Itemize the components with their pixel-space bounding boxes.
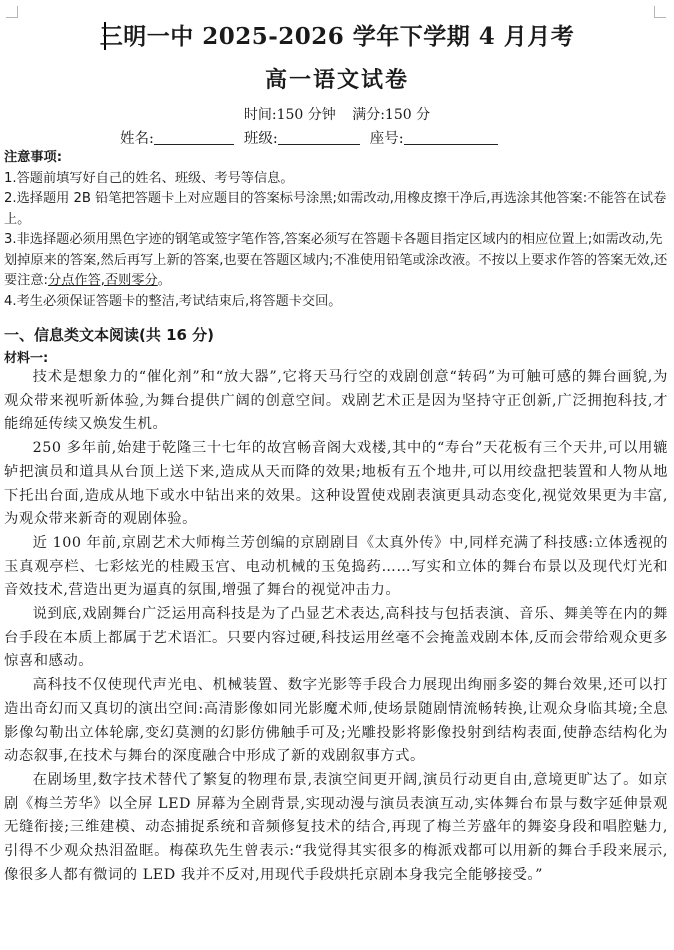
notice-block: [4, 148, 668, 312]
exam-time: 时间:150 分钟: [243, 107, 336, 123]
page-corner-mark-left: [6, 6, 18, 18]
name-blank[interactable]: [154, 131, 234, 145]
class-blank[interactable]: [278, 131, 360, 145]
exam-score: 满分:150 分: [352, 107, 431, 123]
class-label: 班级:: [243, 131, 278, 147]
notice-title: 注意事项:: [4, 150, 63, 165]
exam-meta: [0, 104, 674, 124]
passage-paragraph-1: 技术是想象力的“催化剂”和“放大器”,它将天马行空的戏剧创意“转码”为可触可感的舞台画貌,为观众带来视听新体验,为舞台提供广阔的创意空间。戏剧艺术正是因为坚持守正创新,广泛拥抱科技,才能绵延传续又焕发生机。: [4, 369, 668, 433]
section-title: 一、信息类文本阅读(共 16 分): [4, 326, 215, 344]
material-label: 材料一:: [4, 351, 49, 366]
notice-item-1: 1.答题前填写好自己的姓名、班级、考号等信息。: [4, 170, 294, 186]
notice-item-4: 4.考生必须保证答题卡的整洁,考试结束后,将答题卡交回。: [4, 293, 342, 309]
notice-item-2: 2.选择题用 2B 铅笔把答题卡上对应题目的答案标号涂黑;如需改动,用橡皮擦干净后,再选涂其他答案:不能答在试卷上。: [4, 191, 667, 227]
seat-label: 座号:: [369, 131, 404, 147]
passage-paragraph-2: 250 多年前,始建于乾隆三十七年的故宫畅音阁大戏楼,其中的“寿台”天花板有三个天井,可以用辘轳把演员和道具从台顶上送下来,造成从天而降的效果;地板有五个地井,可以用绞盘把装置和人物从地下托出台面,造成从地下或水中钻出来的效果。这种设置使戏剧表演更具动态变化,视觉效果更为丰富,为观众带来新奇的观剧体验。: [4, 440, 668, 528]
passage-paragraph-6: 在剧场里,数字技术替代了繁复的物理布景,表演空间更开阔,演员行动更自由,意境更旷达了。如京剧《梅兰芳华》以全屏 LED 屏幕为全剧背景,实现动漫与演员表演互动,实体舞台布景与数字延伸景观无缝衔接;三维建模、动态捕捉系统和音频修复技术的结合,再现了梅兰芳盛年的舞姿身段和唱腔魅力,引得不少观众热泪盈眶。梅葆玖先生曾表示:“我觉得其实很多的梅派戏都可以用新的舞台手段来展示,像很多人都有微词的 LED 我并不反对,用现代手段烘托京剧本身我完全能够接受。”: [4, 771, 668, 883]
exam-subtitle: 高一语文试卷: [264, 67, 409, 93]
notice-item-3-text: 3.非选择题必须用黑色字迹的钢笔或签字笔作答,答案必须写在答题卡各题目指定区域内的相应位置上;如需改动,先划掉原来的答案,然后再写上新的答案,也要在答题区域内;不准使用铅笔或涂改液。不按以上要求作答的答案无效,还要注意:: [4, 232, 668, 288]
passage-paragraph-5: 高科技不仅使现代声光电、机械装置、数字光影等手段合力展现出绚丽多姿的舞台效果,还可以打造出奇幻而又真切的演出空间:高清影像如同光影魔术师,使场景随剧情流畅转换,让观众身临其境;全息影像勾勒出立体轮廓,变幻莫测的幻影仿佛触手可及;光雕投影将影像投射到结构表面,使静态结构化为动态叙事,在技术与舞台的深度融合中形成了新的戏剧叙事方式。: [4, 677, 668, 765]
notice-item-3-underlined: 分点作答,否则零分: [48, 273, 158, 288]
name-label: 姓名:: [120, 131, 154, 147]
reading-passage: [4, 366, 668, 887]
passage-paragraph-3: 近 100 年前,京剧艺术大师梅兰芳创编的京剧剧目《太真外传》中,同样充满了科技感:立体透视的玉真观亭栏、七彩炫光的桂殿玉宫、电动机械的玉兔捣药……写实和立体的舞台布景以及现代灯光和音效技术,营造出更为逼真的氛围,增强了舞台的视觉冲击力。: [4, 534, 668, 599]
notice-item-3-end: 。: [157, 273, 171, 288]
page-corner-mark-right: [654, 6, 666, 18]
passage-paragraph-4: 说到底,戏剧舞台广泛运用高科技是为了凸显艺术表达,高科技与包括表演、音乐、舞美等在内的舞台手段在本质上都属于艺术语汇。只要内容过硬,科技运用丝毫不会掩盖戏剧本体,反而会带给观众更多惊喜和感动。: [4, 606, 668, 670]
exam-title: 三明一中 2025-2026 学年下学期 4 月月考: [99, 23, 575, 50]
seat-blank[interactable]: [404, 131, 498, 145]
student-info-fields: [120, 127, 498, 148]
notice-item-3: [4, 230, 668, 292]
